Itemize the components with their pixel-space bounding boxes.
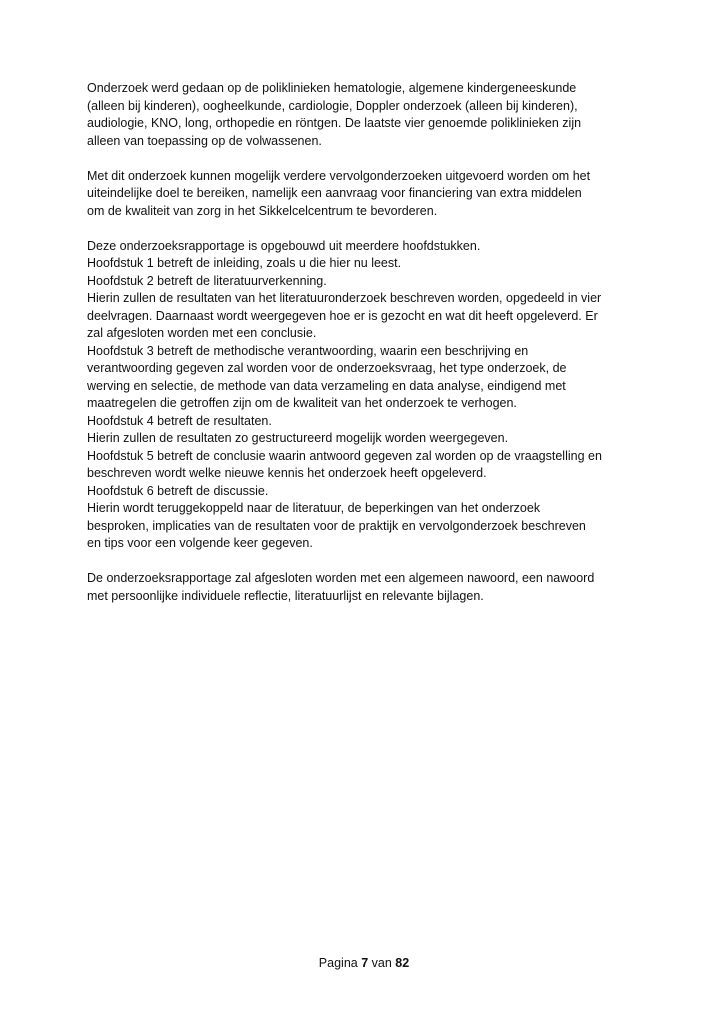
text-line: Hoofdstuk 4 betreft de resultaten. xyxy=(87,413,272,428)
text-line: deelvragen. Daarnaast wordt weergegeven hoe er is gezocht en wat dit heeft opgeleverd. Er xyxy=(87,308,598,323)
text-line: Hierin wordt teruggekoppeld naar de literatuur, de beperkingen van het onderzoek xyxy=(87,501,541,515)
text-line: (alleen bij kinderen), oogheelkunde, cardiologie, Doppler onderzoek (alleen bij kinderen), xyxy=(87,98,578,113)
footer-prefix: Pagina xyxy=(318,956,358,970)
text-line: Hierin zullen de resultaten van het literatuuronderzoek beschreven worden, opgedeeld in vier xyxy=(87,291,602,305)
paragraph-3 xyxy=(87,238,649,553)
paragraph-4 xyxy=(87,570,649,605)
text-line: verantwoording gegeven zal worden voor de onderzoeksvraag, het type onderzoek, de xyxy=(87,361,567,375)
text-line: Hoofdstuk 1 betreft de inleiding, zoals u die hier nu leest. xyxy=(87,256,402,270)
text-line: uiteindelijke doel te bereiken, namelijk een aanvraag voor financiering van extra middelen xyxy=(87,186,582,200)
current-page-number: 7 xyxy=(361,956,369,970)
text-line: zal afgesloten worden met een conclusie. xyxy=(87,326,317,340)
text-line: De onderzoeksrapportage zal afgesloten worden met een algemeen nawoord, een nawoord xyxy=(87,571,595,585)
text-line: audiologie, KNO, long, orthopedie en röntgen. De laatste vier genoemde poliklinieken zijn xyxy=(87,116,582,130)
text-line: maatregelen die getroffen zijn om de kwaliteit van het onderzoek te verhogen. xyxy=(87,396,517,410)
page-footer xyxy=(0,955,728,971)
text-line: Hierin zullen de resultaten zo gestructureerd mogelijk worden weergegeven. xyxy=(87,431,509,445)
paragraph-1 xyxy=(87,80,649,150)
text-line: Met dit onderzoek kunnen mogelijk verdere vervolgonderzoeken uitgevoerd worden om het xyxy=(87,168,591,183)
body-text xyxy=(87,80,649,623)
total-page-count: 82 xyxy=(395,956,410,970)
text-line: en tips voor een volgende keer gegeven. xyxy=(87,536,313,550)
text-line: Hoofdstuk 2 betreft de literatuurverkenning. xyxy=(87,273,327,288)
text-line: om de kwaliteit van zorg in het Sikkelcelcentrum te bevorderen. xyxy=(87,203,438,218)
text-line: alleen van toepassing op de volwassenen. xyxy=(87,133,322,148)
footer-middle: van xyxy=(371,956,392,970)
text-line: besproken, implicaties van de resultaten voor de praktijk en vervolgonderzoek beschreven xyxy=(87,518,586,533)
text-line: Deze onderzoeksrapportage is opgebouwd uit meerdere hoofdstukken. xyxy=(87,238,481,253)
text-line: Hoofdstuk 5 betreft de conclusie waarin antwoord gegeven zal worden op de vraagstelling en xyxy=(87,448,602,463)
text-line: Onderzoek werd gedaan op de poliklinieken hematologie, algemene kindergeneeskunde xyxy=(87,81,577,95)
text-line: met persoonlijke individuele reflectie, literatuurlijst en relevante bijlagen. xyxy=(87,588,484,603)
paragraph-2 xyxy=(87,168,649,221)
text-line: Hoofdstuk 3 betreft de methodische verantwoording, waarin een beschrijving en xyxy=(87,343,529,358)
text-line: Hoofdstuk 6 betreft de discussie. xyxy=(87,483,269,498)
text-line: beschreven wordt welke nieuwe kennis het onderzoek heeft opgeleverd. xyxy=(87,466,487,480)
text-line: werving en selectie, de methode van data verzameling en data analyse, eindigend met xyxy=(87,378,566,393)
